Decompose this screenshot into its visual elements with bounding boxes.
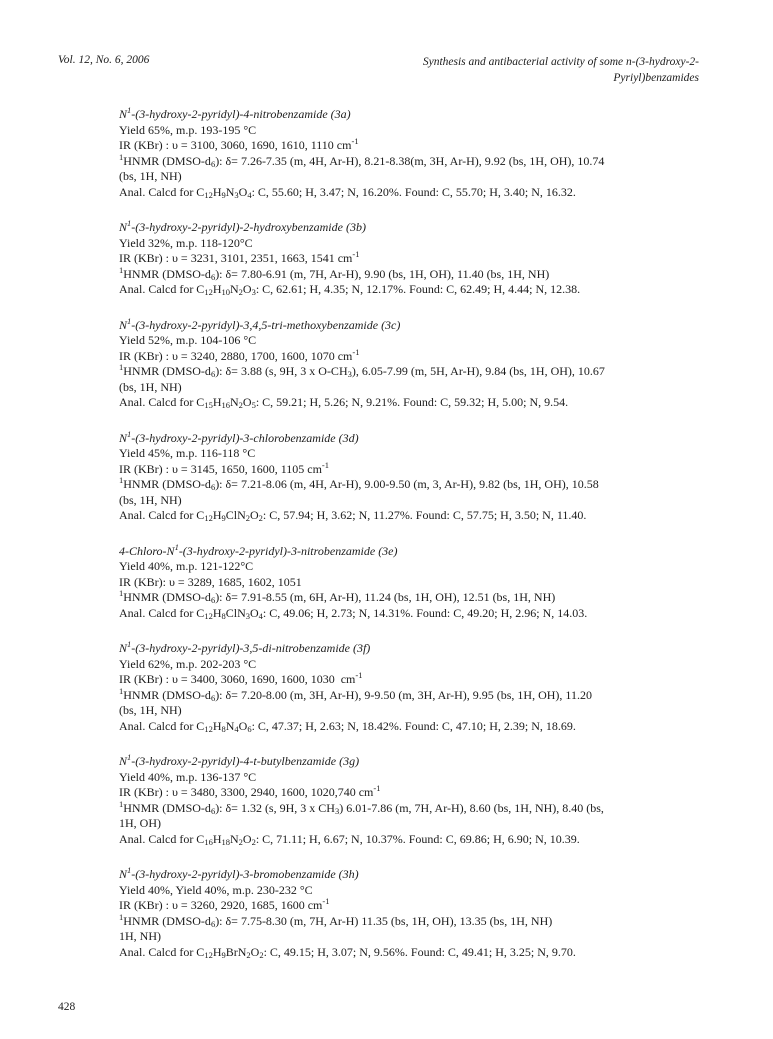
compound-entry	[119, 428, 709, 524]
ir-line: IR (KBr) : υ = 3480, 3300, 2940, 1600, 1020,740 $cm^{-1}$	[119, 783, 381, 799]
analysis-line: Anal. Calcd for $C_{12}H_8N_4O_6$: C, 47.37; H, 2.63; N, 18.42%. Found: C, 47.10; H, 2.39; N, 18.69.	[119, 718, 576, 734]
running-header-title	[359, 54, 699, 86]
yield-line: Yield 65%, m.p. 193-195 °C	[119, 122, 257, 137]
yield-line: Yield 40%, m.p. 136-137 °C	[119, 769, 257, 784]
hnmr-continuation: (bs, 1H, NH)	[119, 492, 182, 507]
compound-title: $N^1-(3-hydroxy-2-pyridyl)-4$-nitrobenzamide (3a)	[119, 105, 351, 121]
hnmr-line: $^1$HNMR $(DMSO-d_6)$: δ= 7.21-8.06 (m, 4H, Ar-H), 9.00-9.50 (m, 3, Ar-H), 9.82 (bs, 1H, OH), 10.58	[119, 475, 599, 492]
ir-line: IR (KBr): υ = 3289, 1685, 1602, 1051	[119, 574, 302, 589]
hnmr-continuation: (bs, 1H, NH)	[119, 169, 182, 183]
yield-line: Yield 40%, m.p. 121-122°C	[119, 559, 254, 573]
hnmr-continuation: (bs, 1H, NH)	[119, 379, 182, 394]
compound-entry	[119, 641, 709, 734]
analysis-line: Anal. Calcd for $C_{12}H_9ClN_2O_2$: C, 57.94; H, 3.62; N, 11.27%. Found: C, 57.75; H, 3.50; N, 11.40.	[119, 508, 587, 523]
compound-title: $N^1-(3-hydroxy-2-pyridyl)-3$-chlorobenzamide (3d)	[119, 428, 359, 445]
compound-title: $N^1-(3-hydroxy-2-pyridyl)-2$-hydroxybenzamide (3b)	[119, 218, 366, 234]
yield-line: Yield 62%, m.p. 202-203 °C	[119, 656, 257, 671]
compound-title: $N^1-(3-hydroxy-2-pyridyl)-3$-bromobenzamide (3h)	[119, 865, 359, 881]
ir-line: IR (KBr) : υ = 3100, 3060, 1690, 1610, 1110 $cm^{-1}$	[119, 136, 359, 152]
compound-title: $4-Chloro-N^1-(3-hydroxy-2-pyridyl)-3$-nitrobenzamide (3e)	[119, 541, 398, 558]
hnmr-line: $^1$HNMR $(DMSO-d_6)$: δ= 7.26-7.35 (m, 4H, Ar-H), 8.21-8.38(m, 3H, Ar-H), 9.92 (bs, 1H, OH), 10.74	[119, 151, 605, 169]
yield-line: Yield 52%, m.p. 104-106 °C	[119, 333, 257, 347]
hnmr-continuation: 1H, OH)	[119, 816, 161, 830]
analysis-line: Anal. Calcd for $C_{12}H_{10}N_2O_3$: C, 62.61; H, 4.35; N, 12.17%. Found: C, 62.49; H, 4.44; N, 12.38.	[119, 282, 581, 297]
analysis-line: Anal. Calcd for $C_{12}H_8ClN_3O_4$: C, 49.06; H, 2.73; N, 14.31%. Found: C, 49.20; H, 2.96; N, 14.03.	[119, 605, 588, 621]
yield-line: Yield 40%, Yield 40%, m.p. 230-232 °C	[119, 882, 313, 897]
hnmr-line: $^1$HNMR $(DMSO-d_6)$: δ= 1.32 (s, 9H, 3 x $CH_3$) 6.01-7.86 (m, 7H, Ar-H), 8.60 (bs, 1H, NH), 8.40 (bs,	[119, 798, 604, 816]
hnmr-continuation: 1H, NH)	[119, 929, 161, 943]
ir-line: IR (KBr) : υ = 3240, 2880, 1700, 1600, 1070 $cm^{-1}$	[119, 346, 360, 363]
hnmr-line: $^1$HNMR $(DMSO-d_6)$: δ= 7.20-8.00 (m, 3H, Ar-H), 9-9.50 (m, 3H, Ar-H), 9.95 (bs, 1H, OH), 11.20	[119, 685, 592, 703]
hnmr-line: $^1$HNMR $(DMSO-d_6)$: δ= 7.91-8.55 (m, 6H, Ar-H), 11.24 (bs, 1H, OH), 12.51 (bs, 1H, NH)	[119, 588, 556, 605]
compound-entry	[119, 315, 709, 411]
analysis-line: Anal. Calcd for $C_{15}H_{16}N_2O_5$: C, 59.21; H, 5.26; N, 9.21%. Found: C, 59.32; H, 5.00; N, 9.54.	[119, 395, 569, 410]
hnmr-line: $^1$HNMR $(DMSO-d_6)$: δ= 7.75-8.30 (m, 7H, Ar-H) 11.35 (bs, 1H, OH), 13.35 (bs, 1H, NH)	[119, 911, 553, 929]
ir-line: IR (KBr) : υ = 3400, 3060, 1690, 1600, 1030 $cm^{-1}$	[119, 670, 363, 686]
compound-entry	[119, 541, 709, 622]
compound-entry	[119, 220, 709, 298]
compound-entry	[119, 754, 709, 847]
compound-title: $N^1-(3-hydroxy-2-pyridyl)-3,4,5-tri$-methoxybenzamide (3c)	[119, 315, 401, 332]
analysis-line: Anal. Calcd for $C_{12}H_9BrN_2O_2$: C, 49.15; H, 3.07; N, 9.56%. Found: C, 49.41; H, 3.25; N, 9.70.	[119, 944, 576, 960]
analysis-line: Anal. Calcd for $C_{12}H_9N_3O_4$: C, 55.60; H, 3.47; N, 16.20%. Found: C, 55.70; H, 3.40; N, 16.32.	[119, 184, 576, 200]
ir-line: IR (KBr) : υ = 3231, 3101, 2351, 1663, 1541 $cm^{-1}$	[119, 249, 360, 265]
compound-entry	[119, 107, 709, 200]
running-header-volume: Vol. 12, No. 6, 2006	[58, 54, 150, 66]
hnmr-continuation: (bs, 1H, NH)	[119, 703, 182, 717]
page-number: 428	[58, 1001, 76, 1013]
yield-line: Yield 32%, m.p. 118-120°C	[119, 235, 253, 250]
running-header-title-line2: Pyriyl)benzamides	[613, 72, 699, 84]
hnmr-line: $^1$HNMR $(DMSO-d_6)$: δ= 7.80-6.91 (m, 7H, Ar-H), 9.90 (bs, 1H, OH), 11.40 (bs, 1H, NH)	[119, 264, 550, 282]
ir-line: IR (KBr) : υ = 3260, 2920, 1685, 1600 $cm^{-1}$	[119, 896, 330, 912]
running-header-title-line1: Synthesis and antibacterial activity of some n-(3-hydroxy-2-	[422, 56, 699, 68]
analysis-line: Anal. Calcd for $C_{16}H_{18}N_2O_2$: C, 71.11; H, 6.67; N, 10.37%. Found: C, 69.86; H, 6.90; N, 10.39.	[119, 831, 580, 847]
ir-line: IR (KBr) : υ = 3145, 1650, 1600, 1105 $cm^{-1}$	[119, 459, 330, 476]
compound-title: $N^1-(3-hydroxy-2-pyridyl)-4-t$-butylbenzamide (3g)	[119, 752, 360, 768]
compound-entries	[119, 107, 709, 960]
yield-line: Yield 45%, m.p. 116-118 °C	[119, 446, 256, 460]
compound-title: $N^1-(3-hydroxy-2-pyridyl)-3,5-di$-nitrobenzamide (3f)	[119, 639, 371, 655]
compound-entry	[119, 867, 709, 960]
hnmr-line: $^1$HNMR $(DMSO-d_6)$: δ= 3.88 (s, 9H, 3 x $O-CH_3$), 6.05-7.99 (m, 5H, Ar-H), 9.84 (bs, 1H, OH), 10.67	[119, 362, 605, 379]
